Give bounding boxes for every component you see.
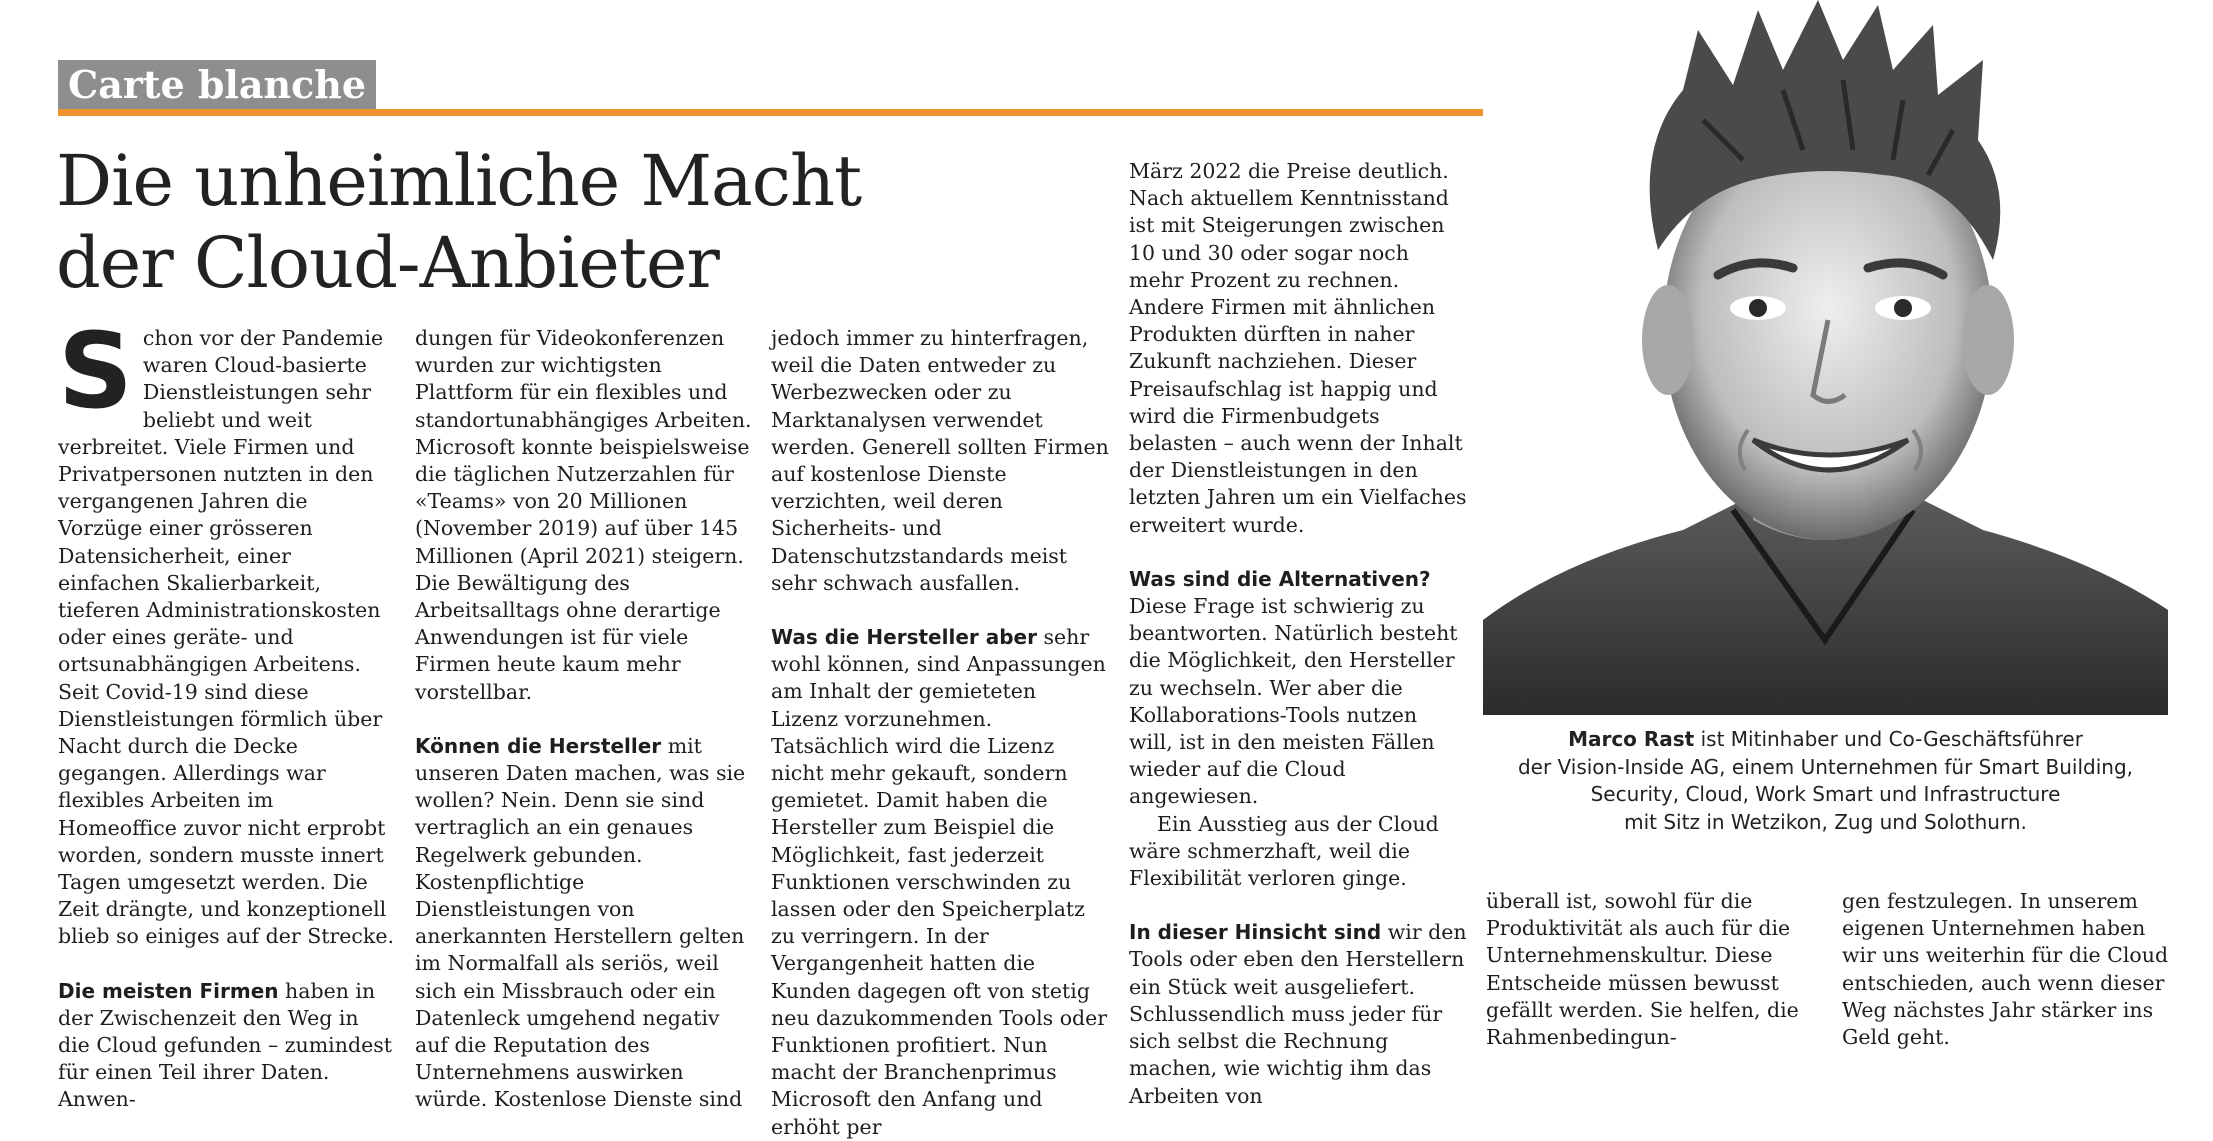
paragraph: überall ist, sowohl für die Produktivität als auch für die Unternehmenskultur. Diese Entscheide müssen bewusst gefällt werden. Sie helfen, die Rahmenbedingun- (1486, 889, 1799, 1050)
column-4 (1129, 158, 1467, 1110)
author-portrait (1483, 0, 2168, 715)
headline-line-1: Die unheimliche Macht (56, 140, 862, 222)
drop-cap: S (58, 310, 133, 432)
headline-line-2: der Cloud-Anbieter (56, 222, 719, 304)
column-2 (415, 325, 753, 1114)
paragraph: Diese Frage ist schwierig zu beantworten. Natürlich besteht die Möglichkeit, den Hersteller zu wechseln. Wer aber die Kollaborations-Tools nutzen will, ist in den meisten Fällen wieder auf die Cloud angewiesen. (1129, 594, 1458, 809)
paragraph: Ein Ausstieg aus der Cloud wäre schmerzhaft, weil die Flexibilität verloren ginge. (1129, 811, 1439, 891)
paragraph: In dieser Hinsicht sind wir den Tools oder eben den Herstellern ein Stück weit ausgeliefert. Schlussendlich muss jeder für sich selbst die Rechnung machen, wie wichtig ihm das Arbeiten von (1129, 920, 1467, 1108)
paragraph: März 2022 die Preise deutlich. Nach aktuellem Kenntnisstand ist mit Steigerungen zwischen 10 und 30 oder sogar noch mehr Prozent zu rechnen. Andere Firmen mit ähnlichen Produkten dürften in naher Zukunft nachziehen. Dieser Preisaufschlag ist happig und wird die Firmenbudgets belasten – auch wenn der Inhalt der Dienstleistungen in den letzten Jahren um ein Vielfaches erweitert wurde. (1129, 159, 1467, 537)
lead-in: Was die Hersteller aber (771, 625, 1037, 650)
lead-in: Können die Hersteller (415, 733, 662, 758)
column-5 (1486, 888, 1824, 1051)
headline (56, 140, 1106, 304)
section-kicker: Carte blanche (58, 60, 376, 110)
subheading: Was sind die Alternativen? (1129, 566, 1431, 591)
column-6 (1842, 888, 2180, 1051)
column-3 (771, 325, 1109, 1141)
caption-name: Marco Rast (1568, 727, 1695, 751)
kicker-rule (58, 109, 1488, 116)
lead-in: In dieser Hinsicht sind (1129, 920, 1382, 945)
paragraph: Was die Hersteller aber sehr wohl können, sind Anpassungen am Inhalt der gemieteten Lizenz vorzunehmen. Tatsächlich wird die Lizenz nicht mehr gekauft, sondern gemietet. Damit haben die Hersteller zum Beispiel die Möglichkeit, fast jederzeit Funktionen verschwinden zu lassen oder den Speicherplatz zu verringern. In der Vergangenheit hatten die Kunden dagegen oft von stetig neu dazukommenden Tools oder Funktionen profitiert. Nun macht der Branchenprimus Microsoft den Anfang und erhöht per (771, 625, 1108, 1139)
photo-caption: Marco Rast ist Mitinhaber und Co-Geschäftsführer der Vision-Inside AG, einem Unternehmen für Smart Building, Security, Cloud, Work Smart und Infrastructure mit Sitz in Wetzikon, Zug und Solothurn. (1517, 727, 2134, 834)
column-1 (58, 310, 396, 1114)
paragraph: gen festzulegen. In unserem eigenen Unternehmen haben wir uns weiterhin für die Cloud entschieden, auch wenn dieser Weg nächstes Jahr stärker ins Geld geht. (1842, 889, 2169, 1050)
paragraph: Schon vor der Pandemie waren Cloud-basierte Dienstleistungen sehr beliebt und weit verbreitet. Viele Firmen und Privatpersonen nutzten in den vergangenen Jahren die Vorzüge einer grösseren Datensicherheit, einer einfachen Skalierbarkeit, tieferen Administrationskosten oder eines geräte- und ortsunabhängigen Arbeitens. Seit Covid-19 sind diese Dienstleistungen förmlich über Nacht durch die Decke gegangen. Allerdings war flexibles Arbeiten im Homeoffice zuvor nicht erprobt worden, sondern musste innert Tagen umgesetzt werden. Die Zeit drängte, und konzeptionell blieb so einiges auf der Strecke. (58, 310, 394, 949)
paragraph: Können die Hersteller mit unseren Daten machen, was sie wollen? Nein. Denn sie sind vertraglich an ein genaues Regelwerk gebunden. Kostenpflichtige Dienstleistungen von anerkannten Herstellern gelten im Normalfall als seriös, weil sich ein Missbrauch oder ein Datenleck umgehend negativ auf die Reputation des Unternehmens auswirken würde. Kostenlose Dienste sind (415, 733, 746, 1112)
paragraph: Die meisten Firmen haben in der Zwischenzeit den Weg in die Cloud gefunden – zumindest für einen Teil ihrer Daten. Anwen- (58, 978, 392, 1112)
lead-in: Die meisten Firmen (58, 978, 279, 1003)
paragraph: dungen für Videokonferenzen wurden zur wichtigsten Plattform für ein flexibles und standortunabhängiges Arbeiten. Microsoft konnte beispielsweise die täglichen Nutzerzahlen für «Teams» von 20 Millionen (November 2019) auf über 145 Millionen (April 2021) steigern. Die Bewältigung des Arbeitsalltags ohne derartige Anwendungen ist für viele Firmen heute kaum mehr vorstellbar. (415, 326, 752, 704)
paragraph: jedoch immer zu hinterfragen, weil die Daten entweder zu Werbezwecken oder zu Marktanalysen verwendet werden. Generell sollten Firmen auf kostenlose Dienste verzichten, weil deren Sicherheits- und Datenschutzstandards meist sehr schwach ausfallen. (771, 326, 1109, 595)
